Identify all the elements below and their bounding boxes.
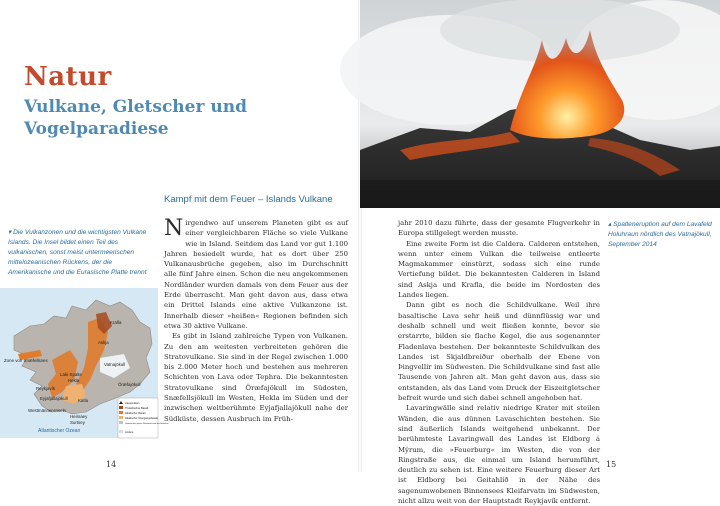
legend-item-0: Hauptvulkan <box>125 402 140 405</box>
dropcap: N <box>164 216 184 241</box>
map-label-heimaey: Heimaey <box>70 414 88 419</box>
map-label-reykjavik: Reykjavík <box>36 386 56 391</box>
photo-caption: ▴ Spalteneruption auf dem Lavafeld Holuhraun nördlich des Vatnajökull, September 2014 <box>608 221 712 248</box>
map-label-zone-west: Zone von Snæfellsnes <box>4 358 48 363</box>
text-column-1 <box>164 218 348 424</box>
chapter-subtitle: Vulkane, Gletscher und Vogelparadiese <box>24 97 247 139</box>
map-label-westmaenner: Westmänner-Inseln <box>28 408 66 413</box>
photo-foreground-shadow <box>360 180 720 208</box>
legend-swatch-transitional <box>119 416 123 419</box>
iceland-volcano-map <box>0 288 169 438</box>
map-label-katla: Katla <box>78 398 89 403</box>
legend-item-5: Andere <box>125 431 134 434</box>
map-label-askja: Askja <box>98 340 109 345</box>
page-number-left: 14 <box>106 460 117 469</box>
col2-paragraph-3: Dann gibt es noch die Schildvulkane. Weil ihre basaltische Lava sehr heiß und dünnflüssig war und deshalb schnell und weit fließen konnte, bevor sie erstarrte, bilden sie flache Kegel, die aus sogenannter Fladenlava bestehen. Der bekannteste Schildvulkan des Landes ist Skjaldbreiður oberhalb der Ebene von Þingvellir im Südwesten. Die Schildvulkane sind fast alle Tausende von Jahren alt. Man geht davon aus, dass sie entstanden, als das Land vom Druck der Eiszeitgletscher befreit wurde und sich dabei schnell angehoben hat. <box>398 301 600 403</box>
map-label-hekla: Hekla <box>68 378 80 383</box>
col1-paragraph-2: Es gibt in Island zahlreiche Typen von Vulkanen. Zu den am weitesten verbreiteten gehören die Stratovulkane. Sie sind in der Regel zwischen 1.000 bis 2.000 Meter hoch und bestehen aus mehreren Schichten von Lava oder Tephra. Die bekanntesten Stratovulkane sind Öræfajökull im Südosten, Snæfellsjökull im Westen, Hekla im Süden und der inzwischen weltberühmte Eyjafjallajökull nahe der Südküste, dessen Ausbruch im Früh- <box>164 332 348 423</box>
page-number-right: 15 <box>606 460 617 469</box>
map-caption: ▾ Die Vulkanzonen und die wichtigsten Vulkane Islands. Die Insel bildet einen Teil des vulkanischen, sonst meist untermeerischen mittelozeanischen Rückens, der die Amerikanische und die Eurasische Platte trennt <box>8 229 147 276</box>
text-column-2 <box>398 218 600 506</box>
col2-paragraph-4: Lavaringwälle sind relativ niedrige Krater mit steilen Wänden, die aus dünnen Lavaschichten bestehen. Sie sind äußerlich Islands weitgehend unbekannt. Der berühmteste Lavaringwall des Landes ist Eldborg á Mýrum, die »Feuerburg« im Westen, die von der Ringstraße aus, die einmal um Island herumführt, deutlich zu sehen ist. Eine weitere Feuerburg dieser Art ist Eldborg bei Geitahlíð in der Nähe des sagenumwobenen Binnensees Kleifarvatn im Südwesten, nicht allzu weit von der Hauptstadt Reykjavík entfernt. <box>398 404 600 506</box>
legend-swatch-other <box>119 430 123 433</box>
legend-swatch-alkaline <box>119 411 123 414</box>
photo-steam-cloud-top <box>440 0 680 62</box>
section-heading: Kampf mit dem Feuer – Islands Vulkane <box>164 194 333 205</box>
map-label-eyjafjallajokull: Eyjafjallajökull <box>40 396 68 401</box>
map-label-vatnajokull: Vatnajökull <box>104 362 126 367</box>
legend-item-4: Gesteine des späten Pleistozäns und des Holozäns <box>125 423 169 425</box>
chapter-title: Natur <box>24 62 112 92</box>
legend-swatch-tholeiitic <box>119 406 123 409</box>
eruption-photo <box>360 0 720 208</box>
map-label-laki: Laki-Spalte <box>60 372 82 377</box>
map-label-oraefajokull: Öræfajökull <box>118 382 141 387</box>
legend-item-2: Alkalischer Basalt <box>125 412 146 415</box>
map-label-krafla: Krafla <box>110 320 122 325</box>
col1-paragraph-1: irgendwo auf unserem Planeten gibt es auf einer vergleichbaren Fläche so viele Vulkane wie in Island. Seitdem das Land vor gut 1.100 Jahren besiedelt wurde, hat es dort über 250 Vulkanausbrüche gegeben, also im Durchschnitt alle fünf Jahre einen. Schon die neu angekommenen Nordländer wurden damals von dem Feuer aus der Erde überrascht. Man geht davon aus, dass etwa ein Drittel Islands eine aktive Vulkanzone ist. Innerhalb dieser »heißen« Regionen befinden sich etwa 30 aktive Vulkane. <box>164 219 348 330</box>
legend-item-3: Alkalischer Übergangsbasalt <box>125 417 158 420</box>
map-label-surtsey: Surtsey <box>70 420 85 425</box>
col2-paragraph-1: jahr 2010 dazu führte, dass der gesamte Flugverkehr in Europa stillgelegt werden musste. <box>398 219 600 238</box>
legend-item-1: Tholeiitischer Basalt <box>125 407 149 410</box>
legend-swatch-late-pleistocene <box>119 421 123 424</box>
map-label-ocean: Atlantischer Ozean <box>38 428 81 434</box>
col2-paragraph-2: Eine zweite Form ist die Caldera. Calderen entstehen, wenn unter einem Vulkan die teilweise entleerte Magmakammer einstürzt, sodass sich eine runde Vertiefung bildet. Die bekanntesten Calderen in Island sind Askja und Krafla, die beide im Nordosten des Landes liegen. <box>398 239 600 300</box>
